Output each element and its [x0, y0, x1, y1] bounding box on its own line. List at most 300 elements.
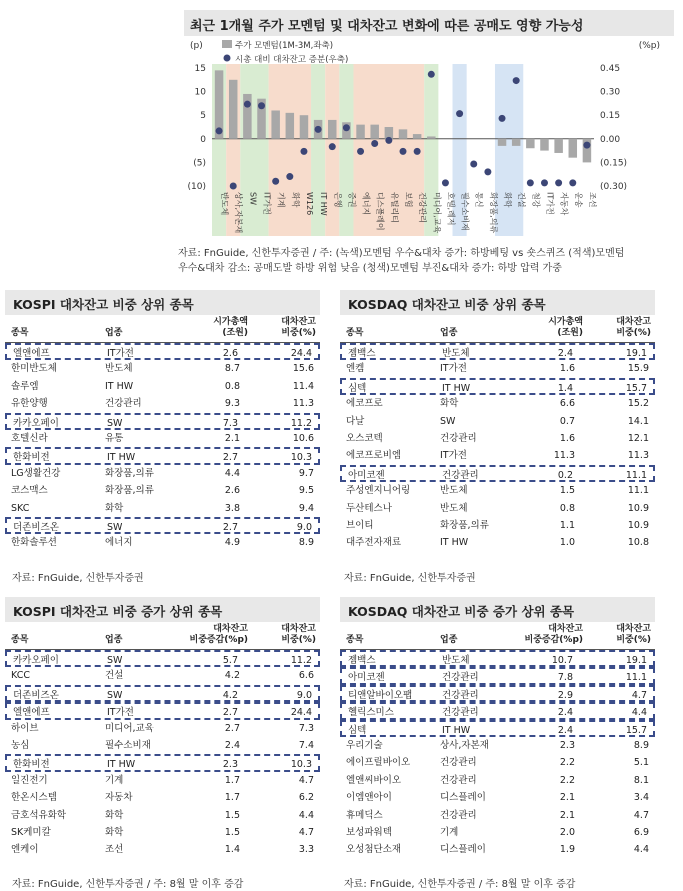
loan-balance-dot: [329, 143, 336, 150]
momentum-chart: [172, 36, 683, 246]
col-header: 대차잔고 비중증감(%p): [524, 624, 583, 645]
stock-name: 엘앤에프: [13, 707, 50, 719]
legend-bar-swatch: [222, 40, 232, 48]
stock-name: 한온시스템: [11, 792, 57, 804]
value-2: 11.2: [290, 417, 312, 429]
value-2: 4.4: [631, 707, 647, 719]
loan-balance-dot: [300, 148, 307, 155]
col-header: 대차잔고 비중(%): [281, 317, 316, 338]
value-1: 10.7: [551, 655, 573, 666]
category-label: 유틸리티: [389, 192, 399, 223]
col-header: 종목: [11, 328, 29, 338]
table-row: [340, 667, 655, 684]
value-2: 8.9: [298, 537, 314, 549]
table-title: KOSPI 대차잔고 비중 상위 종목: [5, 290, 320, 315]
value-2: 14.1: [627, 415, 649, 427]
table-row: [340, 447, 655, 464]
category-label: 보험: [404, 192, 413, 208]
table-row: [5, 667, 320, 684]
momentum-bar: [356, 125, 364, 139]
col-header: 업종: [105, 635, 123, 645]
sector: IT가전: [107, 707, 134, 719]
table-row: [5, 754, 320, 771]
col-header: 대차잔고 비중증감(%p): [189, 624, 248, 645]
value-1: 2.1: [224, 432, 240, 444]
stock-name: 유한양행: [11, 398, 48, 410]
value-2: 9.0: [296, 521, 312, 533]
table-row: [340, 517, 655, 534]
kosdaq-increase-table: [340, 597, 655, 859]
value-1: 1.4: [557, 382, 573, 394]
value-2: 11.1: [625, 469, 647, 481]
category-label: 철강: [531, 192, 541, 208]
stock-name: 엔케이: [11, 844, 39, 856]
value-1: 2.4: [557, 724, 573, 736]
table-header: [340, 622, 655, 650]
table-row: [340, 650, 655, 667]
stock-name: 이엠앤아이: [346, 792, 392, 804]
stock-name: SKC: [11, 502, 30, 514]
sector: SW: [440, 415, 456, 427]
chart-source: [178, 246, 678, 276]
value-1: 2.2: [559, 774, 575, 786]
stock-name: 더존비즈온: [13, 521, 59, 533]
stock-name: 엔켐: [346, 363, 365, 375]
table-header: [5, 622, 320, 650]
value-1: 2.4: [557, 348, 573, 359]
momentum-bar: [554, 139, 562, 153]
col-header: 시가총액 (조원): [213, 317, 248, 338]
stock-name: 다날: [346, 415, 365, 427]
table-row: [340, 737, 655, 754]
value-1: 0.8: [224, 380, 240, 392]
category-label: 상사,자본재: [234, 192, 244, 234]
table-row: [5, 343, 320, 360]
table-row: [5, 772, 320, 789]
value-1: 1.0: [559, 537, 575, 549]
col-header: 대차잔고 비중(%): [281, 624, 316, 645]
stock-name: 젬백스: [348, 655, 376, 666]
value-1: 2.9: [557, 689, 573, 701]
right-unit-label: (%p): [638, 41, 660, 51]
chart-source-line1: 자료: FnGuide, 신한투자증권 / 주: (녹색)모멘텀 우수&대차 증가: 하방베팅 vs 숏스퀴즈 (적색)모멘텀: [178, 248, 625, 259]
value-1: 0.7: [559, 415, 575, 427]
sector: 건강관리: [105, 398, 142, 410]
stock-name: 금호석유화학: [11, 809, 67, 821]
sector: 반도체: [442, 655, 470, 666]
table-row: [340, 789, 655, 806]
kosdaq-top-table: [340, 290, 655, 552]
value-1: 5.7: [222, 655, 238, 666]
right-tick-label: 0.30: [600, 87, 621, 98]
sector: 자동차: [105, 792, 133, 804]
value-2: 15.6: [292, 363, 314, 375]
momentum-bar: [399, 129, 407, 138]
value-2: 10.6: [292, 432, 314, 444]
value-1: 2.7: [224, 722, 240, 734]
value-2: 9.5: [298, 485, 314, 497]
value-1: 3.8: [224, 502, 240, 514]
sector: 건설: [105, 670, 124, 682]
left-tick-label: (10): [187, 182, 206, 192]
loan-balance-dot: [414, 148, 421, 155]
momentum-bar: [243, 94, 251, 139]
right-tick-label: 0.00: [600, 134, 621, 145]
category-label: 은행: [333, 192, 343, 208]
category-label: 화장품,의류: [488, 192, 498, 234]
value-1: 2.6: [222, 348, 238, 359]
left-tick-label: 15: [194, 64, 206, 74]
table-title: KOSPI 대차잔고 비중 증가 상위 종목: [5, 597, 320, 622]
value-2: 9.0: [296, 689, 312, 701]
sector: 디스플레이: [440, 792, 486, 804]
value-1: 2.1: [559, 792, 575, 804]
sector: 유통: [105, 432, 124, 444]
sector: 기계: [440, 826, 459, 838]
sector: IT가전: [440, 363, 467, 375]
table-row: [5, 465, 320, 482]
value-2: 9.4: [298, 502, 314, 514]
loan-balance-dot: [484, 168, 491, 175]
sector: 기계: [105, 774, 124, 786]
value-2: 15.9: [627, 363, 649, 375]
table-row: [5, 430, 320, 447]
value-2: 15.7: [625, 724, 647, 736]
loan-balance-dot: [583, 142, 590, 149]
loan-balance-dot: [428, 71, 435, 78]
sector: 화학: [440, 398, 459, 410]
value-2: 7.3: [298, 722, 314, 734]
stock-name: 엘앤씨바이오: [346, 774, 402, 786]
value-1: 2.7: [222, 452, 238, 464]
table-row: [340, 807, 655, 824]
stock-name: 한화비전: [13, 452, 50, 464]
stock-name: 한화비전: [13, 759, 50, 771]
category-label: IT가전: [262, 192, 272, 215]
left-unit-label: (p): [190, 41, 203, 51]
stock-name: 젬백스: [348, 348, 376, 359]
stock-name: 코스맥스: [11, 485, 48, 497]
table-header: [5, 315, 320, 343]
value-2: 8.1: [633, 774, 649, 786]
sector: 에너지: [105, 537, 133, 549]
col-header: 종목: [346, 328, 364, 338]
table-row: [340, 413, 655, 430]
col-header: 종목: [11, 635, 29, 645]
loan-balance-dot: [527, 179, 534, 186]
sector: SW: [107, 521, 123, 533]
loan-balance-dot: [286, 173, 293, 180]
col-header: 대차잔고 비중(%): [616, 317, 651, 338]
table-row: [5, 737, 320, 754]
table-row: [340, 500, 655, 517]
sector: 조선: [105, 844, 124, 856]
category-label: 에너지: [361, 192, 371, 216]
sector: 건강관리: [440, 774, 477, 786]
right-tick-label: 0.45: [600, 64, 621, 74]
value-2: 4.7: [298, 774, 314, 786]
value-2: 4.7: [631, 689, 647, 701]
table-row: [340, 378, 655, 395]
stock-name: 아미코젠: [348, 469, 385, 481]
sector: 건강관리: [440, 809, 477, 821]
category-label: 화학: [290, 192, 300, 208]
value-1: 2.2: [559, 757, 575, 769]
shade-band: [339, 64, 353, 236]
sector: 건강관리: [440, 432, 477, 444]
value-1: 11.3: [553, 450, 575, 462]
left-tick-label: 10: [194, 87, 206, 98]
value-1: 2.4: [557, 707, 573, 719]
kosdaq-increase-source: 자료: FnGuide, 신한투자증권 / 주: 8월 말 이후 증감: [344, 879, 576, 890]
stock-name: KCC: [11, 670, 30, 682]
sector: 화장품,의류: [105, 485, 154, 497]
col-header: 업종: [440, 328, 458, 338]
value-2: 10.9: [627, 519, 649, 531]
momentum-bar: [540, 139, 548, 151]
right-tick-label: (0.30): [600, 182, 628, 192]
table-row: [340, 754, 655, 771]
momentum-bar: [229, 80, 237, 139]
loan-balance-dot: [456, 110, 463, 117]
value-2: 24.4: [290, 707, 312, 719]
table-row: [5, 841, 320, 858]
stock-name: 오스코텍: [346, 432, 383, 444]
category-label: W126: [304, 192, 314, 216]
value-2: 6.9: [633, 826, 649, 838]
table-row: [5, 360, 320, 377]
sector: 반도체: [105, 363, 133, 375]
sector: 필수소비재: [105, 739, 151, 751]
loan-balance-dot: [385, 137, 392, 144]
category-label: IT가전: [545, 192, 555, 215]
stock-name: 하이브: [11, 722, 39, 734]
value-1: 1.5: [224, 809, 240, 821]
table-title: KOSDAQ 대차잔고 비중 증가 상위 종목: [340, 597, 655, 622]
momentum-bar: [328, 120, 336, 139]
stock-name: 카카오페이: [13, 417, 59, 429]
loan-balance-dot: [513, 77, 520, 84]
table-title: KOSDAQ 대차잔고 비중 상위 종목: [340, 290, 655, 315]
momentum-bar: [569, 139, 577, 158]
table-row: [340, 343, 655, 360]
category-label: 기계: [276, 192, 286, 208]
stock-name: 에코프로: [346, 398, 383, 410]
stock-name: 심텍: [348, 382, 367, 394]
legend-dot-swatch: [224, 55, 231, 62]
col-header: 종목: [346, 635, 364, 645]
stock-name: 호텔신라: [11, 432, 48, 444]
category-label: 미디어,교육: [432, 192, 442, 234]
stock-name: 엘앤에프: [13, 348, 50, 359]
sector: 건강관리: [442, 469, 479, 481]
value-1: 2.0: [559, 826, 575, 838]
stock-name: LG생활건강: [11, 467, 61, 479]
sector: IT가전: [107, 348, 134, 359]
table-row: [340, 772, 655, 789]
category-label: SW: [248, 192, 258, 205]
value-1: 4.9: [224, 537, 240, 549]
category-label: 건설: [517, 192, 527, 208]
stock-name: 브이티: [346, 519, 374, 531]
value-1: 1.5: [224, 826, 240, 838]
value-2: 3.3: [298, 844, 314, 856]
shade-band: [495, 64, 523, 236]
sector: 상사,자본재: [440, 739, 489, 751]
value-1: 9.3: [224, 398, 240, 410]
table-row: [5, 413, 320, 430]
value-1: 1.7: [224, 792, 240, 804]
left-tick-label: (5): [193, 158, 206, 169]
category-label: 호텔,레저: [446, 192, 456, 226]
table-header: [340, 315, 655, 343]
sector: 화학: [105, 809, 124, 821]
loan-balance-dot: [371, 140, 378, 147]
table-row: [340, 841, 655, 858]
value-2: 4.7: [298, 826, 314, 838]
stock-name: 보성파워텍: [346, 826, 392, 838]
stock-name: 일진전기: [11, 774, 48, 786]
value-1: 1.5: [559, 485, 575, 497]
table-row: [5, 685, 320, 702]
kospi-top-table: [5, 290, 320, 552]
value-1: 1.1: [559, 519, 575, 531]
table-row: [340, 360, 655, 377]
value-2: 3.4: [633, 792, 649, 804]
sector: 건강관리: [442, 707, 479, 719]
stock-name: 우리기술: [346, 739, 383, 751]
table-row: [5, 517, 320, 534]
left-tick-label: 5: [200, 111, 206, 122]
value-1: 6.6: [559, 398, 575, 410]
value-2: 5.1: [633, 757, 649, 769]
stock-name: 에코프로비엠: [346, 450, 402, 462]
loan-balance-dot: [541, 179, 548, 186]
col-header: 업종: [440, 635, 458, 645]
loan-balance-dot: [343, 124, 350, 131]
value-1: 1.7: [224, 774, 240, 786]
value-2: 6.6: [298, 670, 314, 682]
value-1: 7.3: [222, 417, 238, 429]
loan-balance-dot: [400, 148, 407, 155]
value-1: 2.7: [222, 521, 238, 533]
loan-balance-dot: [470, 160, 477, 167]
col-header: 업종: [105, 328, 123, 338]
momentum-bar: [286, 113, 294, 139]
value-2: 19.1: [625, 655, 647, 666]
value-2: 8.9: [633, 739, 649, 751]
value-2: 11.3: [627, 450, 649, 462]
category-label: 화학: [503, 192, 513, 208]
momentum-bar: [300, 115, 308, 139]
table-row: [5, 702, 320, 719]
category-label: 디스플레이: [375, 192, 385, 231]
table-row: [5, 500, 320, 517]
value-1: 8.7: [224, 363, 240, 375]
value-2: 4.7: [633, 809, 649, 821]
momentum-bar: [526, 139, 534, 148]
sector: 화장품,의류: [440, 519, 489, 531]
momentum-bar: [413, 134, 421, 139]
table-row: [340, 702, 655, 719]
value-2: 12.1: [627, 432, 649, 444]
value-2: 4.4: [633, 844, 649, 856]
stock-name: 심텍: [348, 724, 367, 736]
loan-balance-dot: [315, 126, 322, 133]
value-1: 1.6: [559, 432, 575, 444]
value-2: 4.4: [298, 809, 314, 821]
value-1: 2.6: [224, 485, 240, 497]
stock-name: 두산테스나: [346, 502, 392, 514]
category-label: 필수소비재: [460, 192, 470, 231]
sector: IT HW: [105, 380, 134, 392]
value-1: 1.4: [224, 844, 240, 856]
value-2: 11.3: [292, 398, 314, 410]
sector: SW: [107, 655, 123, 666]
loan-balance-dot: [244, 101, 251, 108]
value-1: 0.2: [557, 469, 573, 481]
loan-balance-dot: [442, 179, 449, 186]
sector: 반도체: [442, 348, 470, 359]
stock-name: 티앤알바이오팹: [348, 689, 413, 701]
table-row: [5, 378, 320, 395]
value-1: 2.4: [224, 739, 240, 751]
table-row: [340, 685, 655, 702]
loan-balance-dot: [216, 127, 223, 134]
category-label: 조선: [587, 192, 597, 208]
value-2: 10.3: [290, 759, 312, 771]
right-tick-label: 0.15: [600, 111, 621, 122]
kospi-top-source: 자료: FnGuide, 신한투자증권: [12, 573, 144, 584]
category-label: 증권: [347, 192, 357, 208]
momentum-bar: [427, 136, 435, 138]
value-2: 7.4: [298, 739, 314, 751]
momentum-bar: [512, 139, 520, 146]
kospi-increase-table: [5, 597, 320, 859]
stock-name: 더존비즈온: [13, 689, 59, 701]
loan-balance-dot: [272, 178, 279, 185]
category-label: 건강관리: [418, 192, 428, 223]
sector: 반도체: [440, 485, 468, 497]
table-row: [340, 430, 655, 447]
sector: 화학: [105, 826, 124, 838]
category-label: 운송: [573, 192, 583, 208]
stock-name: 주성엔지니어링: [346, 485, 411, 497]
sector: IT HW: [442, 724, 471, 736]
table-row: [5, 534, 320, 551]
table-row: [340, 465, 655, 482]
table-row: [340, 482, 655, 499]
sector: 반도체: [440, 502, 468, 514]
sector: 화학: [105, 502, 124, 514]
table-row: [340, 395, 655, 412]
value-1: 2.1: [559, 809, 575, 821]
stock-name: 한미반도체: [11, 363, 57, 375]
value-2: 10.3: [290, 452, 312, 464]
value-2: 15.7: [625, 382, 647, 394]
chart-title: 최근 1개월 주가 모멘텀 및 대차잔고 변화에 따른 공매도 영향 가능성: [184, 10, 674, 36]
col-header: 대차잔고 비중(%): [616, 624, 651, 645]
value-1: 4.2: [222, 689, 238, 701]
stock-name: 한화솔루션: [11, 537, 57, 549]
table-row: [5, 650, 320, 667]
table-row: [5, 447, 320, 464]
value-2: 11.4: [292, 380, 314, 392]
stock-name: 대주전자재료: [346, 537, 402, 549]
table-row: [5, 482, 320, 499]
table-row: [5, 824, 320, 841]
value-2: 9.7: [298, 467, 314, 479]
